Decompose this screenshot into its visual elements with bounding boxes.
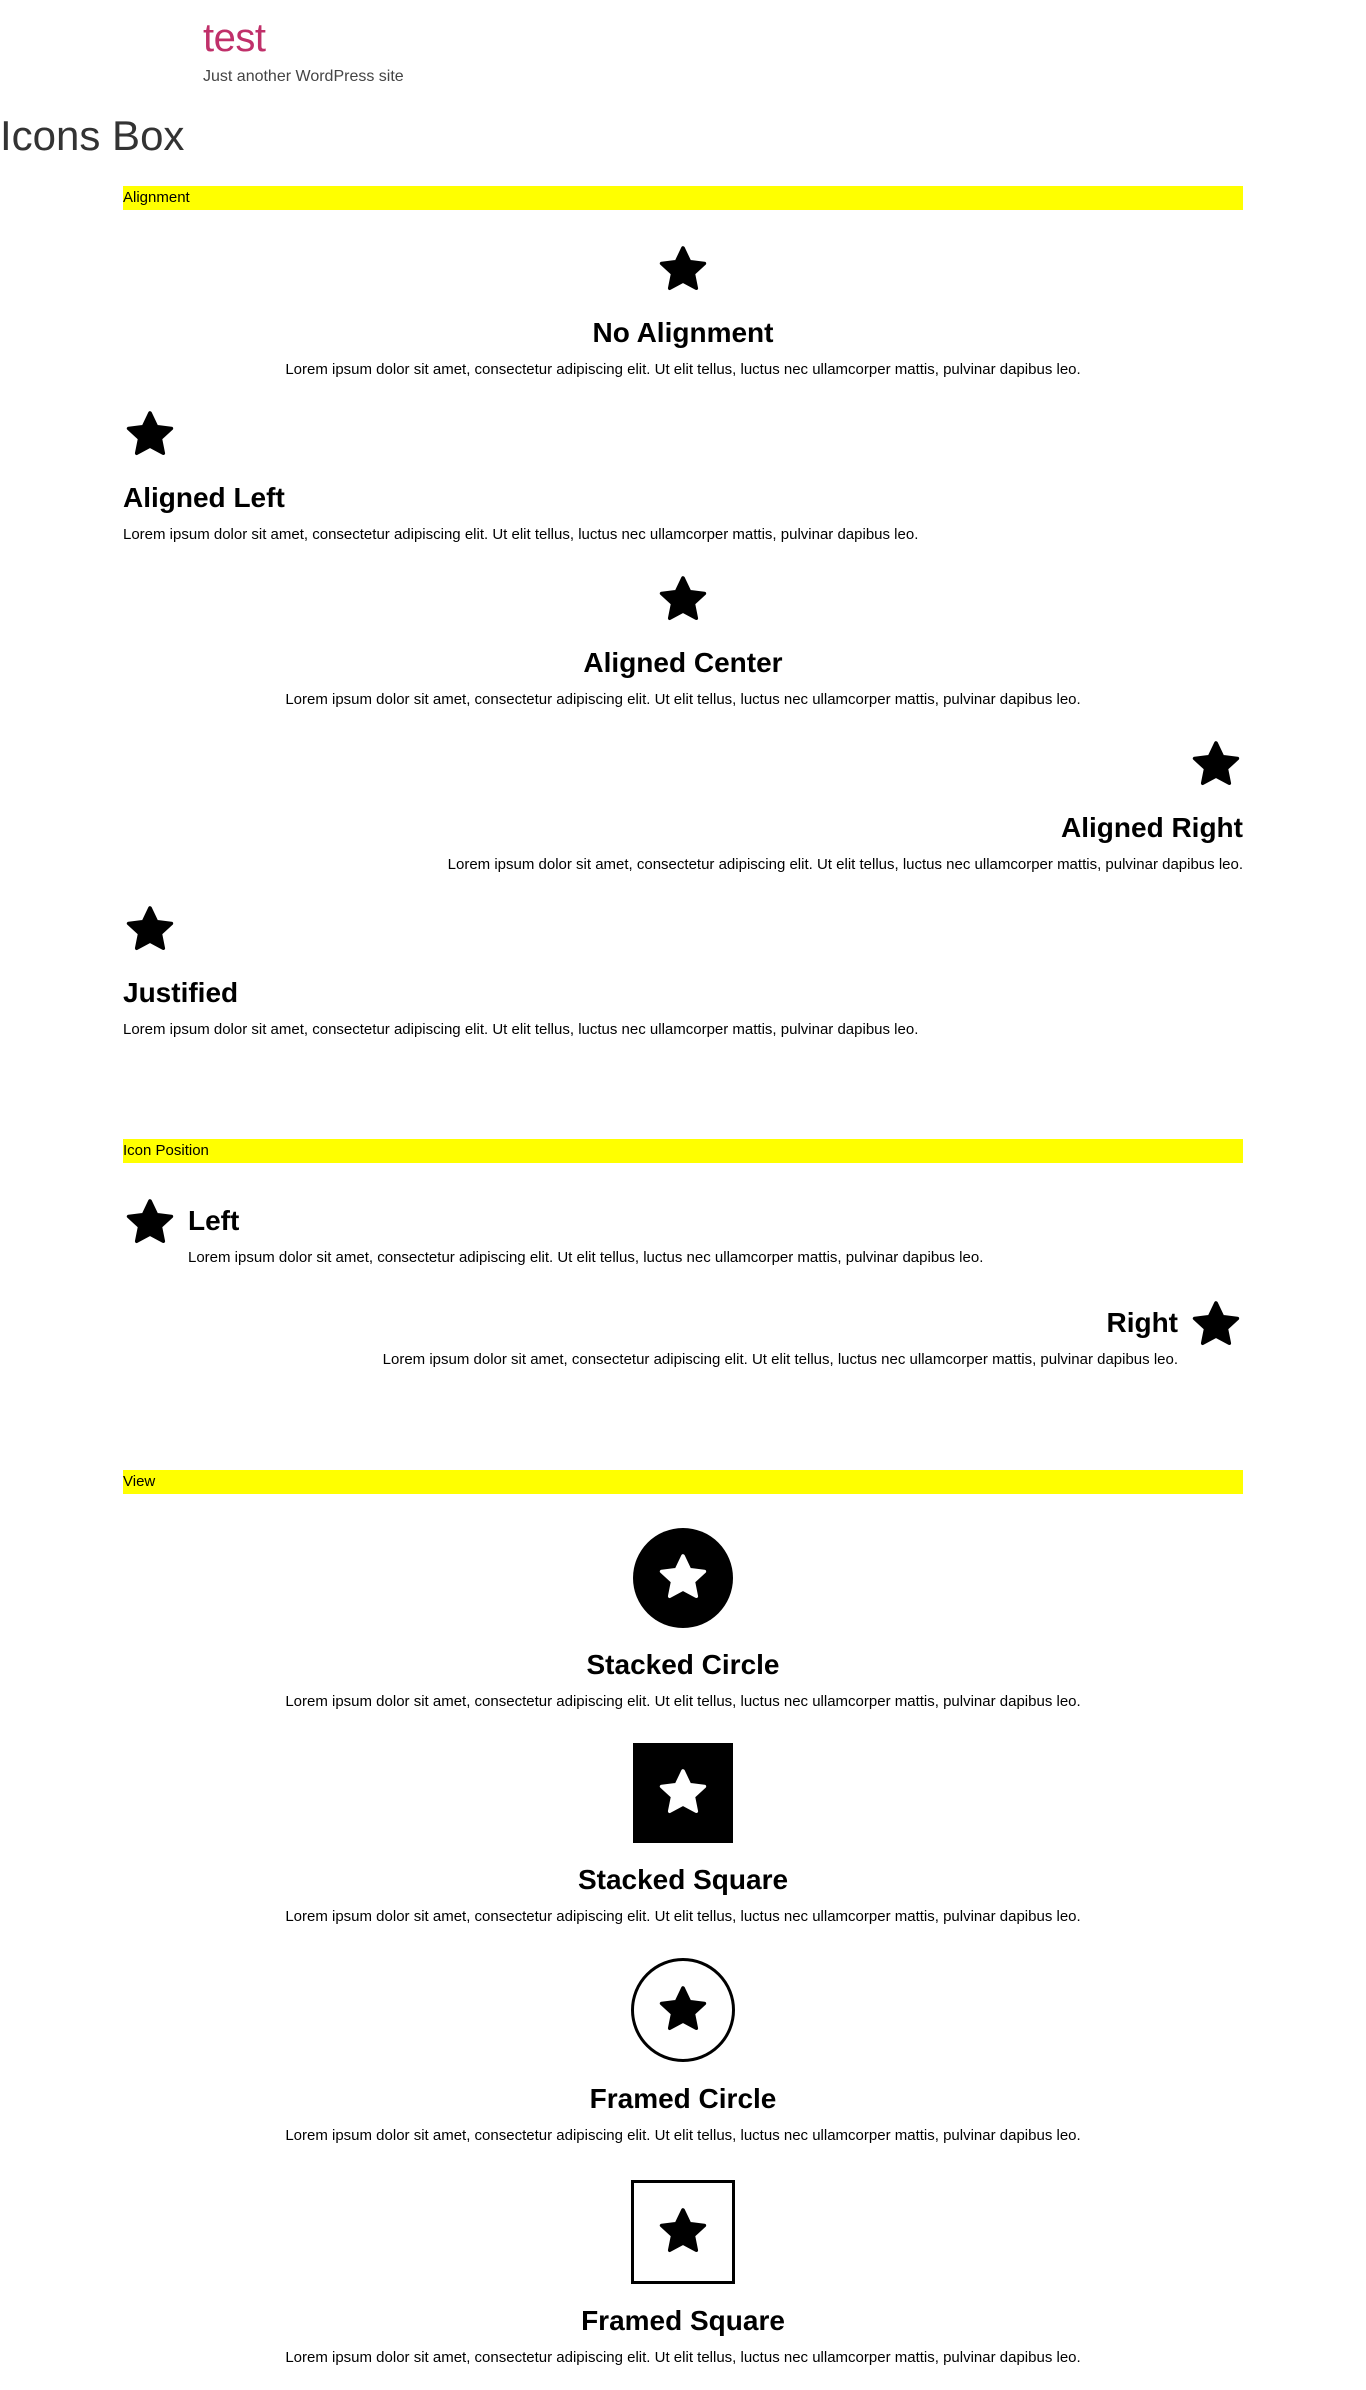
icon-box-aligned-center — [123, 573, 1243, 710]
icon-box-description: Lorem ipsum dolor sit amet, consectetur adipiscing elit. Ut elit tellus, luctus nec ullamcorper mattis, pulvinar dapibus leo. — [285, 2127, 1081, 2144]
icon-box-title: Aligned Right — [1061, 812, 1243, 843]
site-title-link[interactable]: test — [203, 16, 266, 60]
icon-box-description: Lorem ipsum dolor sit amet, consectetur adipiscing elit. Ut elit tellus, luctus nec ullamcorper mattis, pulvinar dapibus leo. — [188, 1249, 984, 1266]
icon-box-position-left — [123, 1196, 1243, 1276]
icon-box-stacked-square — [123, 1743, 1243, 1927]
section-label-icon-position: Icon Position — [123, 1139, 1243, 1163]
icon-box-description: Lorem ipsum dolor sit amet, consectetur adipiscing elit. Ut elit tellus, luctus nec ullamcorper mattis, pulvinar dapibus leo. — [285, 361, 1081, 378]
site-description: Just another WordPress site — [203, 68, 404, 85]
star-icon — [633, 1743, 733, 1843]
star-icon — [1189, 1298, 1243, 1352]
icon-box-description: Lorem ipsum dolor sit amet, consectetur adipiscing elit. Ut elit tellus, luctus nec ullamcorper mattis, pulvinar dapibus leo. — [285, 2349, 1081, 2366]
icon-box-description: Lorem ipsum dolor sit amet, consectetur adipiscing elit. Ut elit tellus, luctus nec ullamcorper mattis, pulvinar dapibus leo. — [285, 691, 1081, 708]
icon-box-justified — [123, 903, 1243, 1040]
star-icon — [631, 2180, 735, 2284]
icon-box-description: Lorem ipsum dolor sit amet, consectetur adipiscing elit. Ut elit tellus, luctus nec ullamcorper mattis, pulvinar dapibus leo. — [285, 1693, 1081, 1710]
section-label-alignment: Alignment — [123, 186, 1243, 210]
icon-box-description: Lorem ipsum dolor sit amet, consectetur adipiscing elit. Ut elit tellus, luctus nec ullamcorper mattis, pulvinar dapibus leo. — [123, 526, 919, 543]
icon-box-aligned-right — [123, 738, 1243, 875]
icon-box-title: No Alignment — [592, 317, 774, 348]
section-label-view: View — [123, 1470, 1243, 1494]
icon-box-framed-circle — [123, 1958, 1243, 2146]
star-icon — [633, 1528, 733, 1628]
page-title: Icons Box — [0, 112, 185, 159]
icon-box-title: Aligned Left — [123, 482, 285, 513]
icon-box-framed-square — [123, 2180, 1243, 2368]
icon-box-no-alignment — [123, 243, 1243, 380]
icon-box-description: Lorem ipsum dolor sit amet, consectetur adipiscing elit. Ut elit tellus, luctus nec ullamcorper mattis, pulvinar dapibus leo. — [285, 1908, 1081, 1925]
icon-box-title: Left — [188, 1205, 240, 1236]
icon-box-title: Right — [1106, 1307, 1178, 1338]
star-icon — [656, 243, 710, 297]
icon-box-description: Lorem ipsum dolor sit amet, consectetur adipiscing elit. Ut elit tellus, luctus nec ullamcorper mattis, pulvinar dapibus leo. — [382, 1351, 1178, 1368]
icon-box-title: Framed Circle — [589, 2083, 777, 2114]
icon-box-title: Framed Square — [581, 2305, 785, 2336]
star-icon — [123, 408, 177, 462]
star-icon — [656, 573, 710, 627]
icon-box-aligned-left — [123, 408, 1243, 545]
icon-box-title: Stacked Circle — [586, 1649, 780, 1680]
star-icon — [631, 1958, 735, 2062]
icon-box-title: Stacked Square — [577, 1864, 789, 1895]
icon-box-title: Justified — [123, 977, 239, 1008]
icon-box-title: Aligned Center — [583, 647, 783, 678]
site-header — [203, 14, 404, 86]
icon-box-description: Lorem ipsum dolor sit amet, consectetur adipiscing elit. Ut elit tellus, luctus nec ullamcorper mattis, pulvinar dapibus leo. — [123, 1021, 919, 1038]
icon-box-stacked-circle — [123, 1528, 1243, 1712]
star-icon — [123, 903, 177, 957]
icon-box-position-right — [123, 1298, 1243, 1378]
star-icon — [123, 1196, 177, 1250]
star-icon — [1189, 738, 1243, 792]
icon-box-description: Lorem ipsum dolor sit amet, consectetur adipiscing elit. Ut elit tellus, luctus nec ullamcorper mattis, pulvinar dapibus leo. — [447, 856, 1243, 873]
